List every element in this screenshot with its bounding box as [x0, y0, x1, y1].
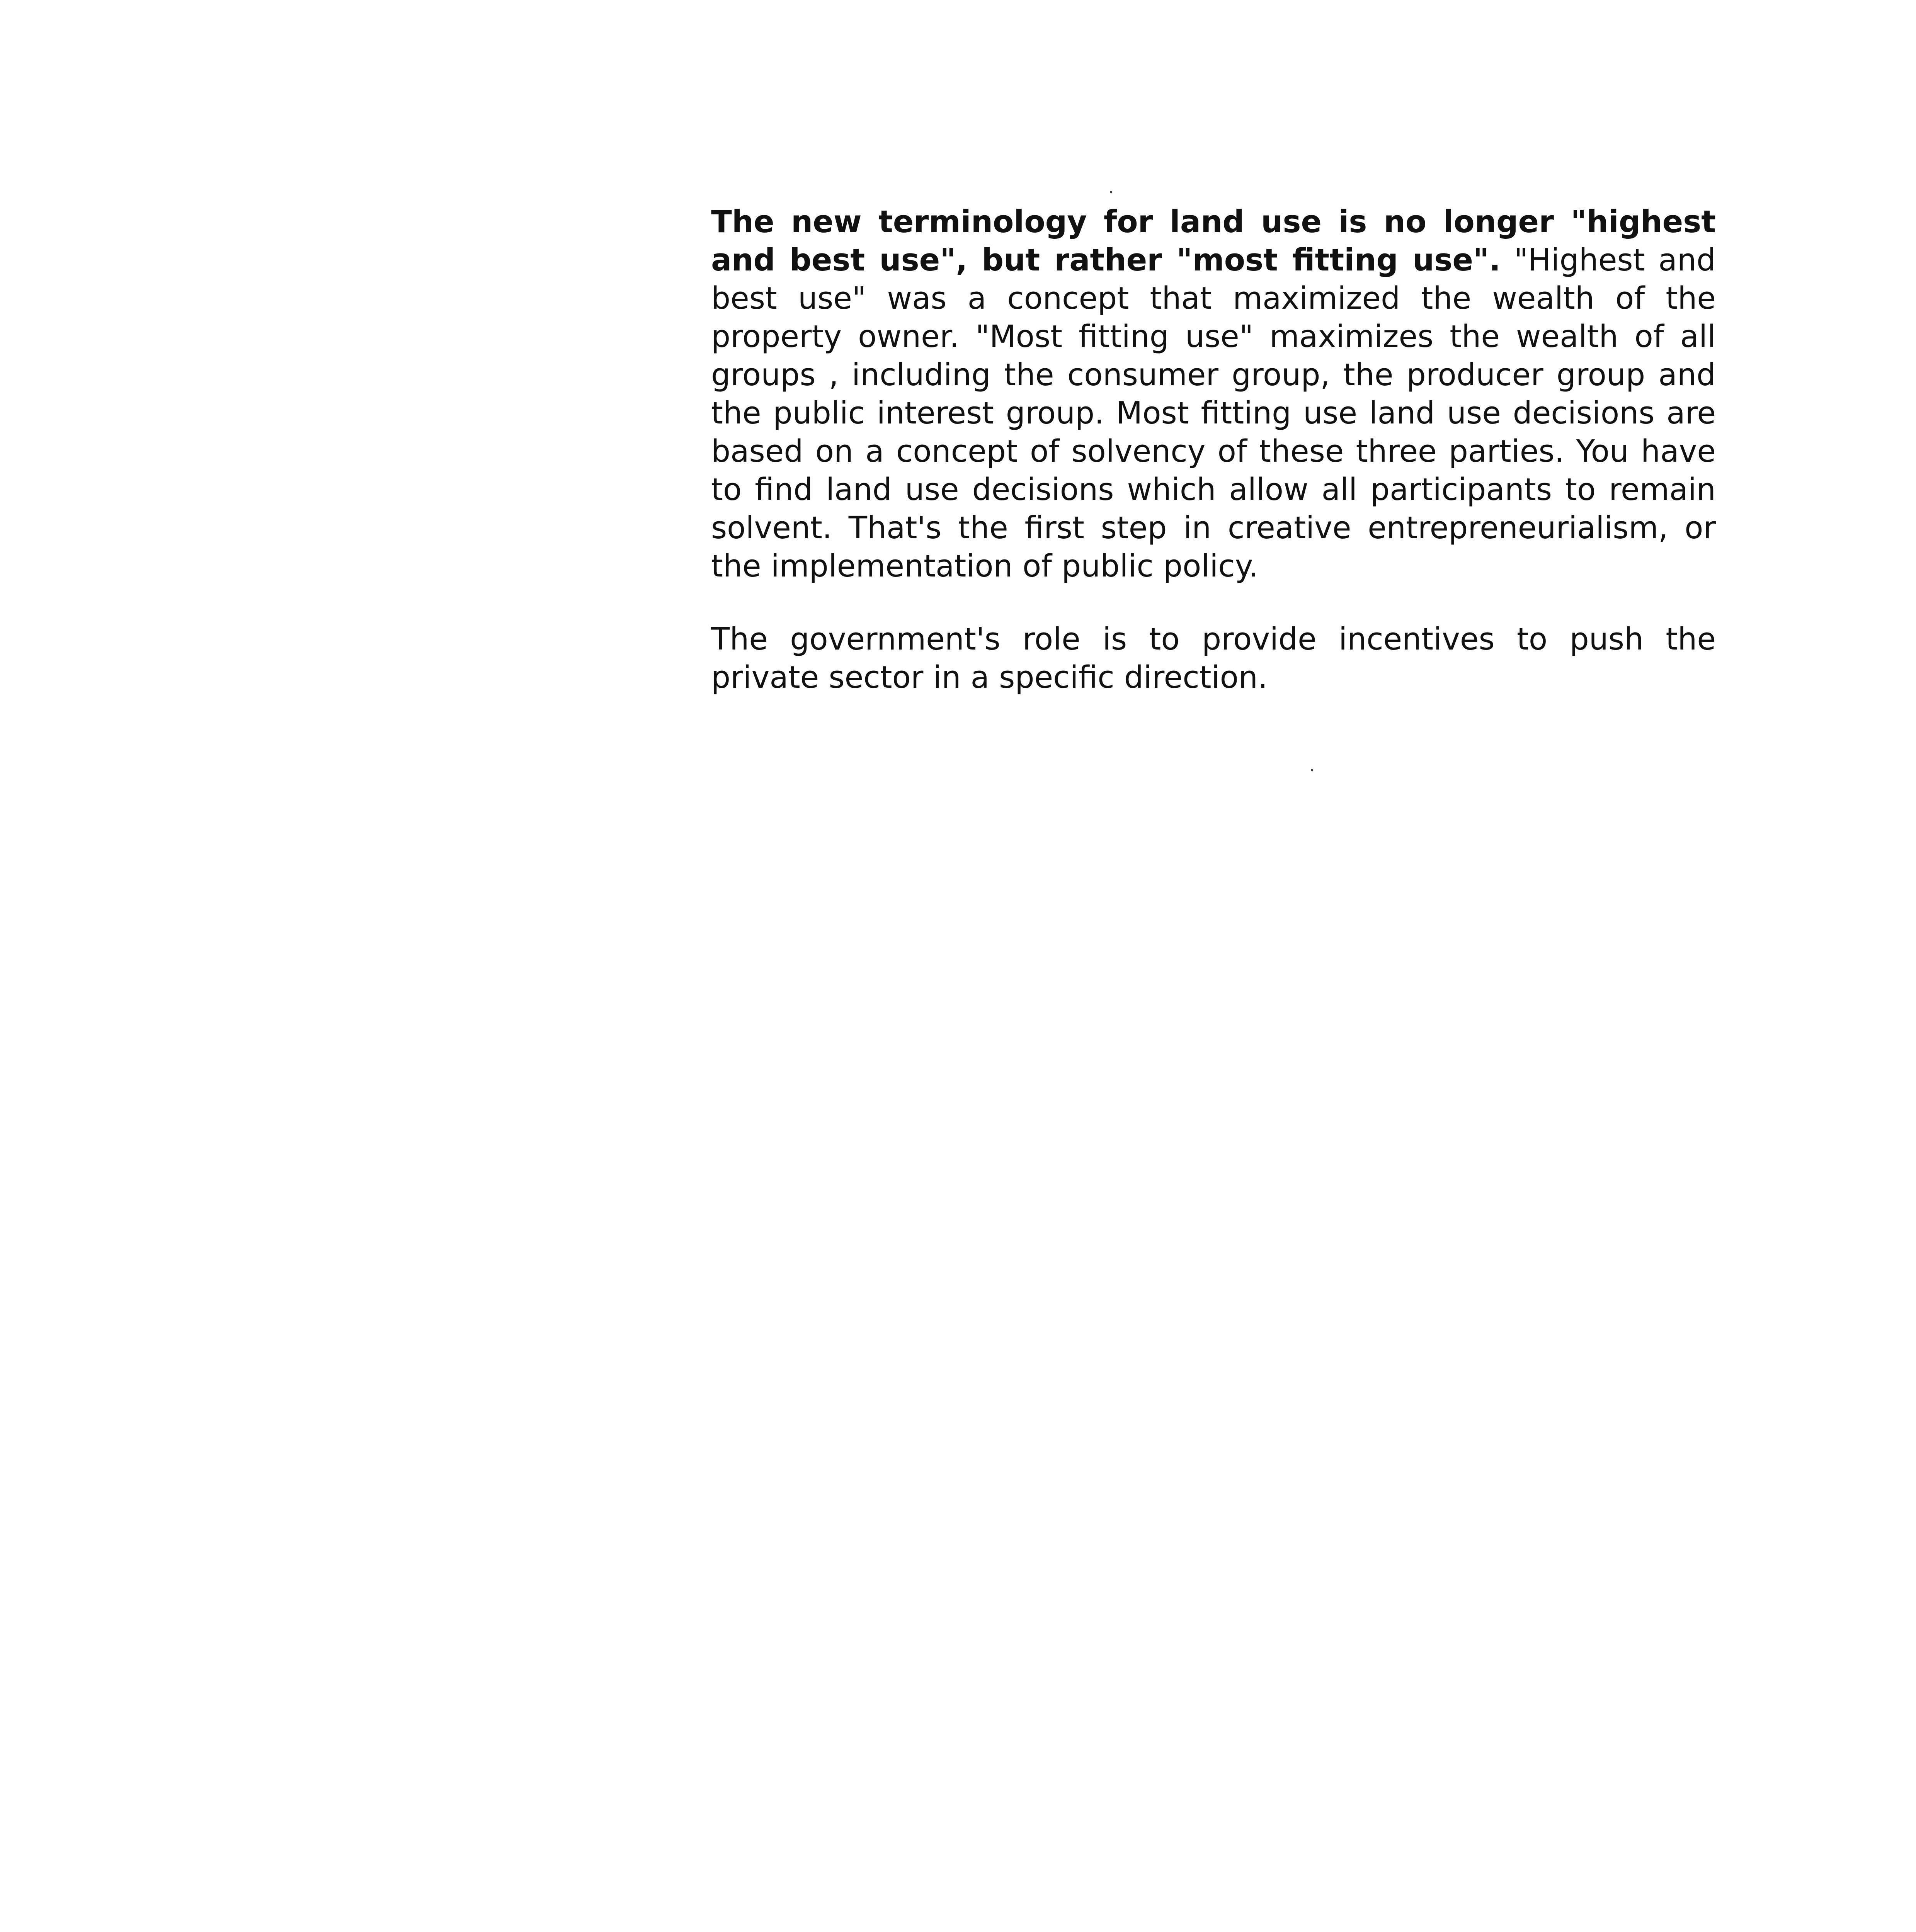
paragraph-1	[711, 203, 1716, 585]
paragraph-1-body: "Highest and best use" was a concept that maximized the wealth of the property owner. "Most fitting use" maximizes the wealth of all groups , including the consumer group, the producer group and the public interest group. Most fitting use land use decisions are based on a concept of solvency of these three parties. You have to find land use decisions which allow all participants to remain solvent. That's the first step in creative entrepreneurialism, or the implementation of public policy.	[711, 242, 1716, 584]
scan-speck	[1311, 769, 1313, 771]
paragraph-2	[711, 620, 1716, 697]
body-text	[711, 203, 1716, 697]
paragraph-2-body: The government's role is to provide incentives to push the private sector in a specific direction.	[711, 621, 1716, 695]
scan-speck	[1110, 191, 1112, 193]
paragraph-1-lead: The new terminology for land use is no longer "highest and best use", but rather "most fitting use".	[711, 204, 1716, 278]
